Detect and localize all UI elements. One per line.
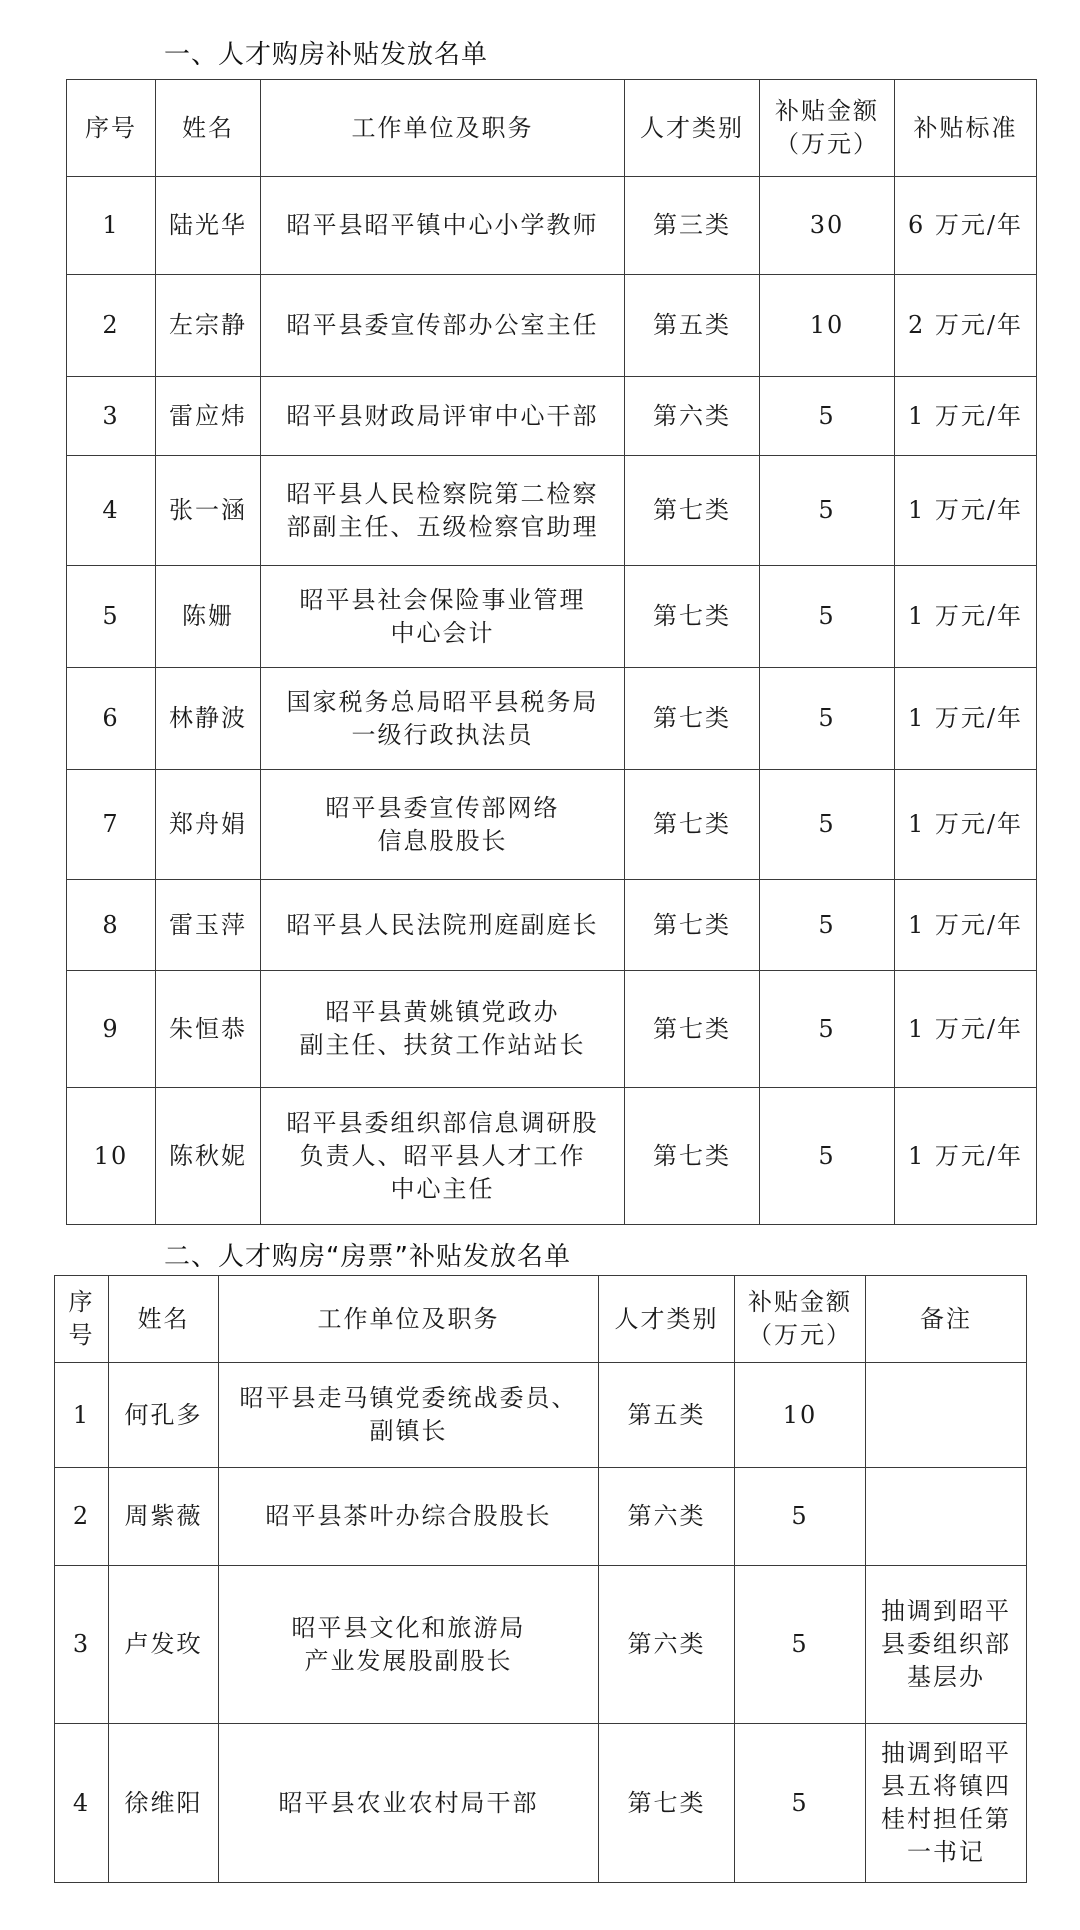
seq-cell: 3	[55, 1566, 109, 1724]
table-row	[67, 377, 1037, 456]
table-row	[67, 566, 1037, 668]
table-row	[67, 177, 1037, 275]
subsidy-table	[66, 79, 1037, 1225]
amount-cell: 5	[760, 456, 895, 566]
amount-cell: 30	[760, 177, 895, 275]
table-row	[67, 275, 1037, 377]
seq-cell: 2	[55, 1468, 109, 1566]
table-row	[67, 1088, 1037, 1225]
standard-cell: 1 万元/年	[895, 668, 1037, 770]
name-cell: 徐维阳	[109, 1724, 219, 1883]
amount-cell: 5	[760, 1088, 895, 1225]
name-cell: 陈秋妮	[156, 1088, 261, 1225]
header-name: 姓名	[156, 80, 261, 177]
category-cell: 第七类	[625, 668, 760, 770]
unit-cell: 昭平县人民检察院第二检察 部副主任、五级检察官助理	[261, 456, 625, 566]
unit-cell: 昭平县黄姚镇党政办 副主任、扶贫工作站站长	[261, 971, 625, 1088]
amount-cell: 5	[760, 880, 895, 971]
unit-cell: 昭平县农业农村局干部	[219, 1724, 599, 1883]
table-row	[67, 971, 1037, 1088]
header-row	[67, 80, 1037, 177]
name-cell: 林静波	[156, 668, 261, 770]
unit-cell: 昭平县社会保险事业管理 中心会计	[261, 566, 625, 668]
unit-cell: 昭平县文化和旅游局 产业发展股副股长	[219, 1566, 599, 1724]
name-cell: 雷应炜	[156, 377, 261, 456]
remark-cell: 抽调到昭平 县五将镇四 桂村担任第 一书记	[866, 1724, 1027, 1883]
standard-cell: 1 万元/年	[895, 770, 1037, 880]
header-name: 姓名	[109, 1276, 219, 1363]
section2-title: 二、人才购房“房票”补贴发放名单	[164, 1242, 571, 1272]
seq-cell: 4	[55, 1724, 109, 1883]
amount-cell: 5	[760, 668, 895, 770]
header-amount: 补贴金额 （万元）	[760, 80, 895, 177]
category-cell: 第五类	[599, 1363, 735, 1468]
unit-cell: 昭平县委宣传部办公室主任	[261, 275, 625, 377]
header-seq: 序号	[67, 80, 156, 177]
unit-cell: 国家税务总局昭平县税务局 一级行政执法员	[261, 668, 625, 770]
name-cell: 雷玉萍	[156, 880, 261, 971]
table-row	[55, 1363, 1027, 1468]
standard-cell: 1 万元/年	[895, 566, 1037, 668]
standard-cell: 1 万元/年	[895, 377, 1037, 456]
section1-title: 一、人才购房补贴发放名单	[164, 40, 489, 70]
unit-cell: 昭平县走马镇党委统战委员、 副镇长	[219, 1363, 599, 1468]
category-cell: 第三类	[625, 177, 760, 275]
seq-cell: 1	[55, 1363, 109, 1468]
table-row	[67, 668, 1037, 770]
category-cell: 第七类	[625, 880, 760, 971]
unit-cell: 昭平县茶叶办综合股股长	[219, 1468, 599, 1566]
name-cell: 张一涵	[156, 456, 261, 566]
seq-cell: 7	[67, 770, 156, 880]
category-cell: 第七类	[625, 456, 760, 566]
header-standard: 补贴标准	[895, 80, 1037, 177]
seq-cell: 10	[67, 1088, 156, 1225]
table-row	[67, 880, 1037, 971]
standard-cell: 6 万元/年	[895, 177, 1037, 275]
seq-cell: 6	[67, 668, 156, 770]
name-cell: 卢发玫	[109, 1566, 219, 1724]
name-cell: 朱恒恭	[156, 971, 261, 1088]
seq-cell: 2	[67, 275, 156, 377]
table-row	[67, 770, 1037, 880]
table-row	[55, 1566, 1027, 1724]
amount-cell: 5	[760, 971, 895, 1088]
standard-cell: 1 万元/年	[895, 1088, 1037, 1225]
amount-cell: 5	[735, 1566, 866, 1724]
seq-cell: 3	[67, 377, 156, 456]
table-row	[55, 1724, 1027, 1883]
amount-cell: 5	[760, 566, 895, 668]
category-cell: 第七类	[625, 1088, 760, 1225]
standard-cell: 2 万元/年	[895, 275, 1037, 377]
amount-cell: 5	[735, 1724, 866, 1883]
remark-cell: 抽调到昭平 县委组织部 基层办	[866, 1566, 1027, 1724]
category-cell: 第六类	[625, 377, 760, 456]
name-cell: 陆光华	[156, 177, 261, 275]
amount-cell: 5	[760, 377, 895, 456]
seq-cell: 1	[67, 177, 156, 275]
seq-cell: 5	[67, 566, 156, 668]
name-cell: 陈姗	[156, 566, 261, 668]
category-cell: 第七类	[625, 971, 760, 1088]
category-cell: 第七类	[625, 770, 760, 880]
category-cell: 第五类	[625, 275, 760, 377]
header-remark: 备注	[866, 1276, 1027, 1363]
category-cell: 第七类	[599, 1724, 735, 1883]
unit-cell: 昭平县财政局评审中心干部	[261, 377, 625, 456]
header-amount: 补贴金额 （万元）	[735, 1276, 866, 1363]
category-cell: 第七类	[625, 566, 760, 668]
amount-cell: 10	[735, 1363, 866, 1468]
unit-cell: 昭平县人民法院刑庭副庭长	[261, 880, 625, 971]
category-cell: 第六类	[599, 1468, 735, 1566]
header-category: 人才类别	[625, 80, 760, 177]
header-unit: 工作单位及职务	[219, 1276, 599, 1363]
header-seq: 序 号	[55, 1276, 109, 1363]
name-cell: 周紫薇	[109, 1468, 219, 1566]
standard-cell: 1 万元/年	[895, 971, 1037, 1088]
header-unit: 工作单位及职务	[261, 80, 625, 177]
unit-cell: 昭平县委组织部信息调研股 负责人、昭平县人才工作 中心主任	[261, 1088, 625, 1225]
amount-cell: 5	[760, 770, 895, 880]
name-cell: 郑舟娟	[156, 770, 261, 880]
seq-cell: 4	[67, 456, 156, 566]
amount-cell: 10	[760, 275, 895, 377]
table-row	[55, 1468, 1027, 1566]
housing-ticket-table	[54, 1275, 1027, 1883]
category-cell: 第六类	[599, 1566, 735, 1724]
remark-cell	[866, 1363, 1027, 1468]
header-category: 人才类别	[599, 1276, 735, 1363]
name-cell: 何孔多	[109, 1363, 219, 1468]
seq-cell: 8	[67, 880, 156, 971]
name-cell: 左宗静	[156, 275, 261, 377]
standard-cell: 1 万元/年	[895, 456, 1037, 566]
standard-cell: 1 万元/年	[895, 880, 1037, 971]
table-row	[67, 456, 1037, 566]
remark-cell	[866, 1468, 1027, 1566]
unit-cell: 昭平县昭平镇中心小学教师	[261, 177, 625, 275]
seq-cell: 9	[67, 971, 156, 1088]
amount-cell: 5	[735, 1468, 866, 1566]
unit-cell: 昭平县委宣传部网络 信息股股长	[261, 770, 625, 880]
header-row	[55, 1276, 1027, 1363]
